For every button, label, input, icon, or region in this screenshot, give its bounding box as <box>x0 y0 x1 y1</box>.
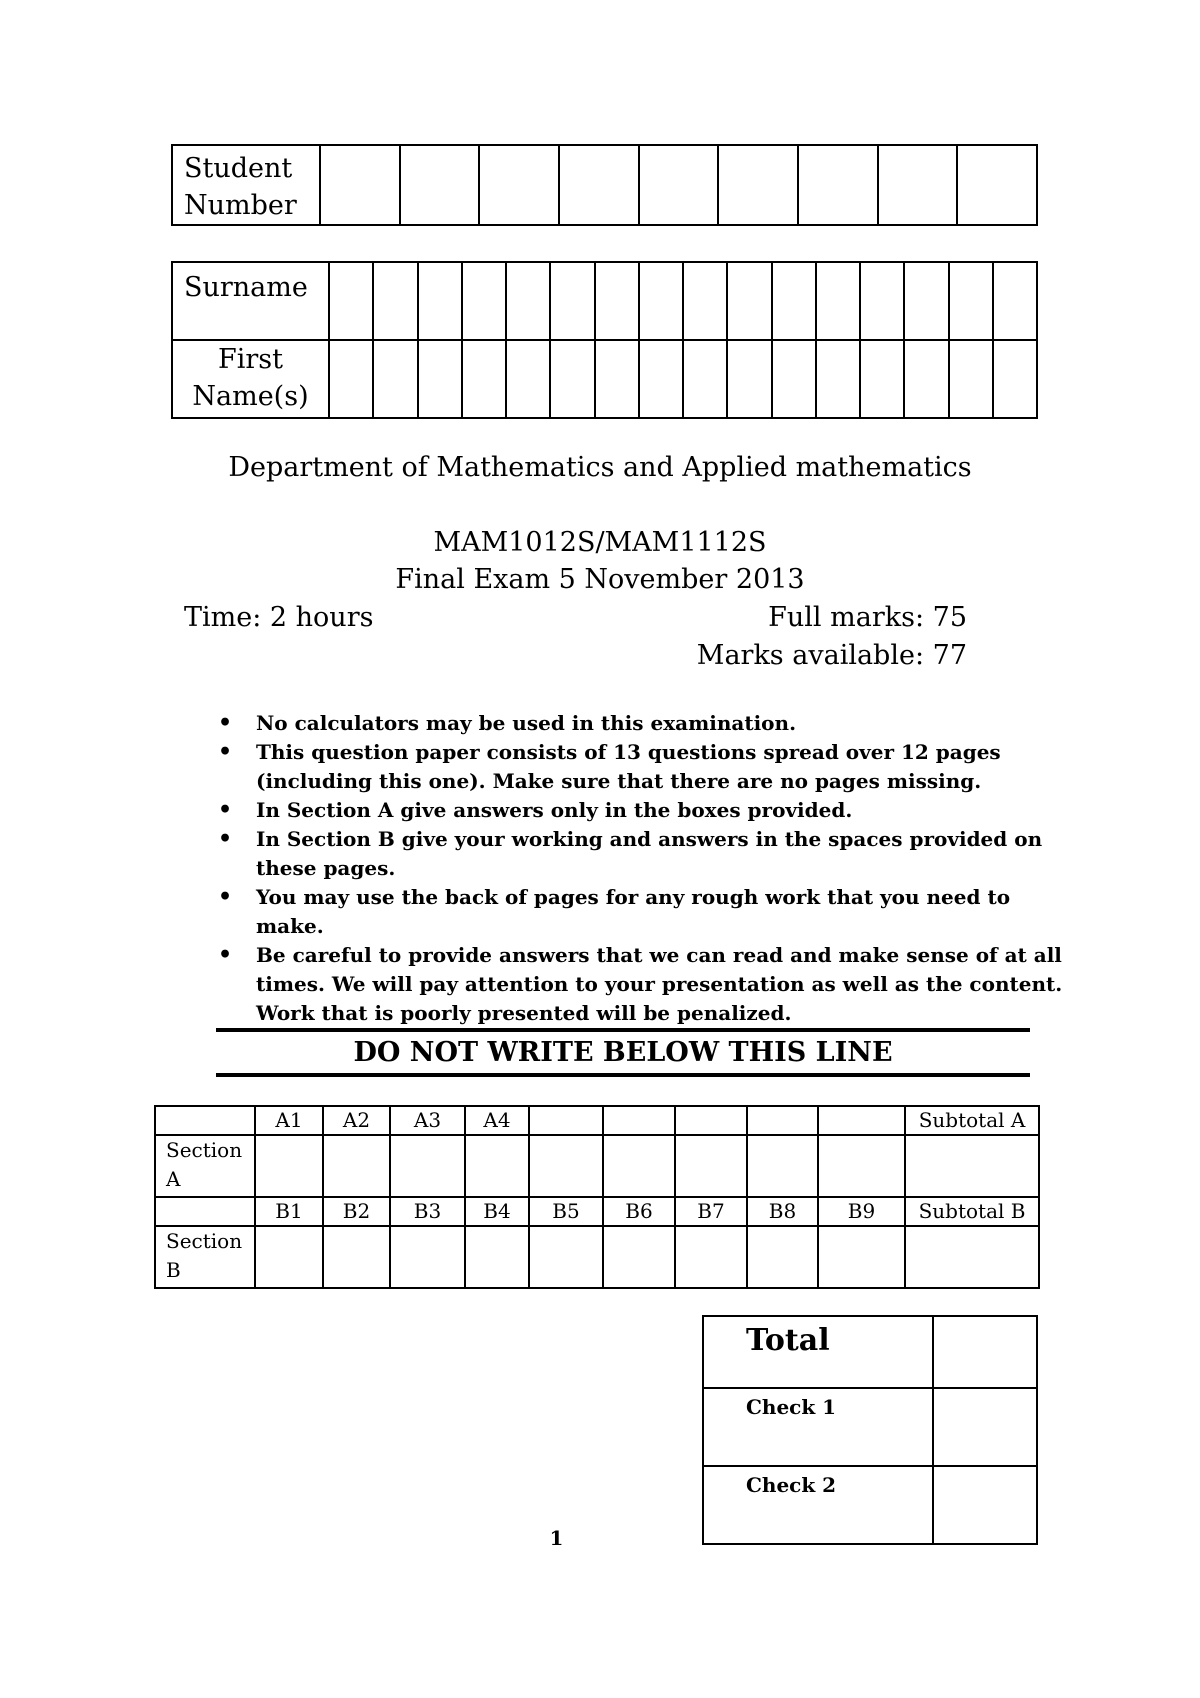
student-number-box[interactable] <box>957 145 1037 225</box>
first-name-box[interactable] <box>860 340 904 418</box>
total-table <box>702 1315 1038 1545</box>
first-name-box[interactable] <box>595 340 639 418</box>
student-number-box[interactable] <box>479 145 559 225</box>
subtotal-a-cell[interactable] <box>905 1135 1039 1197</box>
surname-box[interactable] <box>860 262 904 340</box>
marks-cell[interactable] <box>255 1135 323 1197</box>
marks-cell[interactable] <box>747 1226 818 1288</box>
first-names-label <box>172 340 329 418</box>
header-cell-subtotal-a: Subtotal A <box>905 1106 1039 1135</box>
section-a-marks-row <box>155 1135 1039 1197</box>
student-number-box[interactable] <box>639 145 719 225</box>
marks-cell[interactable] <box>818 1135 905 1197</box>
first-name-box[interactable] <box>639 340 683 418</box>
marks-cell[interactable] <box>465 1135 529 1197</box>
first-name-box[interactable] <box>904 340 948 418</box>
blank-header-cell <box>155 1106 255 1135</box>
first-name-box[interactable] <box>727 340 771 418</box>
student-number-box[interactable] <box>320 145 400 225</box>
names-table <box>171 261 1038 419</box>
surname-box[interactable] <box>418 262 462 340</box>
section-b-label-line2: B <box>166 1258 181 1282</box>
course-code: MAM1012S/MAM1112S <box>433 527 767 558</box>
student-number-label-line2: Number <box>184 190 297 221</box>
surname-box[interactable] <box>550 262 594 340</box>
do-not-write-notice: DO NOT WRITE BELOW THIS LINE <box>353 1037 893 1068</box>
header-cell-b2: B2 <box>323 1197 390 1226</box>
surname-box[interactable] <box>329 262 373 340</box>
section-a-label-line2: A <box>166 1167 181 1191</box>
header-cell-a2: A2 <box>323 1106 390 1135</box>
first-name-box[interactable] <box>550 340 594 418</box>
student-number-box[interactable] <box>878 145 958 225</box>
header-cell-b8: B8 <box>747 1197 818 1226</box>
marks-cell[interactable] <box>529 1135 603 1197</box>
section-a-header-row <box>155 1106 1039 1135</box>
marks-cell[interactable] <box>465 1226 529 1288</box>
marks-cell[interactable] <box>603 1135 675 1197</box>
student-number-label-line1: Student <box>184 153 293 184</box>
instruction-item: • In Section A give answers only in the boxes provided. <box>215 796 1065 825</box>
first-name-box[interactable] <box>683 340 727 418</box>
section-b-header-row <box>155 1197 1039 1226</box>
section-b-marks-row <box>155 1226 1039 1288</box>
student-number-box[interactable] <box>559 145 639 225</box>
marks-available: Marks available: 77 <box>696 640 967 671</box>
check1-label: Check 1 <box>703 1388 933 1466</box>
header-cell-a3: A3 <box>390 1106 465 1135</box>
student-number-label <box>172 145 320 225</box>
header-cell-subtotal-b: Subtotal B <box>905 1197 1039 1226</box>
blank-header-cell <box>155 1197 255 1226</box>
surname-box[interactable] <box>462 262 506 340</box>
surname-box[interactable] <box>595 262 639 340</box>
total-row <box>703 1316 1037 1388</box>
student-number-box[interactable] <box>798 145 878 225</box>
instruction-item: • In Section B give your working and answers in the spaces provided on these pages. <box>215 825 1065 883</box>
marks-cell[interactable] <box>390 1226 465 1288</box>
total-cell[interactable] <box>933 1316 1037 1388</box>
full-marks: Full marks: 75 <box>768 602 967 633</box>
instructions-list <box>215 709 1065 1028</box>
department-heading: Department of Mathematics and Applied mathematics <box>228 452 972 483</box>
instruction-item: • Be careful to provide answers that we can read and make sense of at all times. We will pay attention to your presentation as well as the content. Work that is poorly presented will be penalized. <box>215 941 1065 1028</box>
marks-cell[interactable] <box>603 1226 675 1288</box>
surname-box[interactable] <box>639 262 683 340</box>
instruction-item: • You may use the back of pages for any rough work that you need to make. <box>215 883 1065 941</box>
surname-box[interactable] <box>506 262 550 340</box>
marks-cell[interactable] <box>255 1226 323 1288</box>
header-cell-a1: A1 <box>255 1106 323 1135</box>
marks-cell[interactable] <box>390 1135 465 1197</box>
instruction-item: • This question paper consists of 13 questions spread over 12 pages (including this one). Make sure that there are no pages missing. <box>215 738 1065 796</box>
exam-title: Final Exam 5 November 2013 <box>395 564 805 595</box>
section-b-label-line1: Section <box>166 1229 243 1253</box>
header-cell-empty <box>675 1106 747 1135</box>
subtotal-b-cell[interactable] <box>905 1226 1039 1288</box>
check2-label: Check 2 <box>703 1466 933 1544</box>
student-number-box[interactable] <box>718 145 798 225</box>
divider-bottom <box>216 1073 1030 1077</box>
header-cell-b5: B5 <box>529 1197 603 1226</box>
marks-cell[interactable] <box>323 1135 390 1197</box>
instruction-item: • No calculators may be used in this examination. <box>215 709 1065 738</box>
surname-label: Surname <box>172 262 329 340</box>
header-cell-empty <box>747 1106 818 1135</box>
header-cell-empty <box>529 1106 603 1135</box>
section-b-label <box>155 1226 255 1288</box>
first-name-box[interactable] <box>418 340 462 418</box>
first-name-box[interactable] <box>506 340 550 418</box>
header-cell-b6: B6 <box>603 1197 675 1226</box>
header-cell-b1: B1 <box>255 1197 323 1226</box>
surname-box[interactable] <box>373 262 417 340</box>
header-cell-b7: B7 <box>675 1197 747 1226</box>
surname-box[interactable] <box>683 262 727 340</box>
marks-cell[interactable] <box>675 1226 747 1288</box>
exam-time: Time: 2 hours <box>184 602 374 633</box>
total-label: Total <box>703 1316 933 1388</box>
check1-cell[interactable] <box>933 1388 1037 1466</box>
student-number-box[interactable] <box>400 145 480 225</box>
page-number: 1 <box>549 1526 564 1550</box>
check1-row <box>703 1388 1037 1466</box>
first-names-row <box>172 340 1037 418</box>
header-cell-a4: A4 <box>465 1106 529 1135</box>
first-name-box[interactable] <box>993 340 1037 418</box>
header-cell-empty <box>818 1106 905 1135</box>
section-a-label-line1: Section <box>166 1138 243 1162</box>
divider-top <box>216 1028 1030 1032</box>
surname-box[interactable] <box>816 262 860 340</box>
surname-box[interactable] <box>904 262 948 340</box>
header-cell-b3: B3 <box>390 1197 465 1226</box>
first-name-box[interactable] <box>949 340 993 418</box>
header-cell-b9: B9 <box>818 1197 905 1226</box>
first-names-label-line1: First <box>218 344 283 375</box>
surname-box[interactable] <box>727 262 771 340</box>
first-name-box[interactable] <box>462 340 506 418</box>
header-cell-b4: B4 <box>465 1197 529 1226</box>
surname-row <box>172 262 1037 340</box>
marks-cell[interactable] <box>323 1226 390 1288</box>
first-name-box[interactable] <box>373 340 417 418</box>
section-a-label <box>155 1135 255 1197</box>
first-names-label-line2: Name(s) <box>192 381 309 412</box>
marks-cell[interactable] <box>818 1226 905 1288</box>
surname-box[interactable] <box>772 262 816 340</box>
marks-cell[interactable] <box>529 1226 603 1288</box>
marks-table <box>154 1105 1040 1289</box>
marks-cell[interactable] <box>675 1135 747 1197</box>
header-cell-empty <box>603 1106 675 1135</box>
marks-cell[interactable] <box>747 1135 818 1197</box>
surname-box[interactable] <box>949 262 993 340</box>
first-name-box[interactable] <box>329 340 373 418</box>
surname-box[interactable] <box>993 262 1037 340</box>
first-name-box[interactable] <box>772 340 816 418</box>
first-name-box[interactable] <box>816 340 860 418</box>
student-number-table <box>171 144 1038 226</box>
